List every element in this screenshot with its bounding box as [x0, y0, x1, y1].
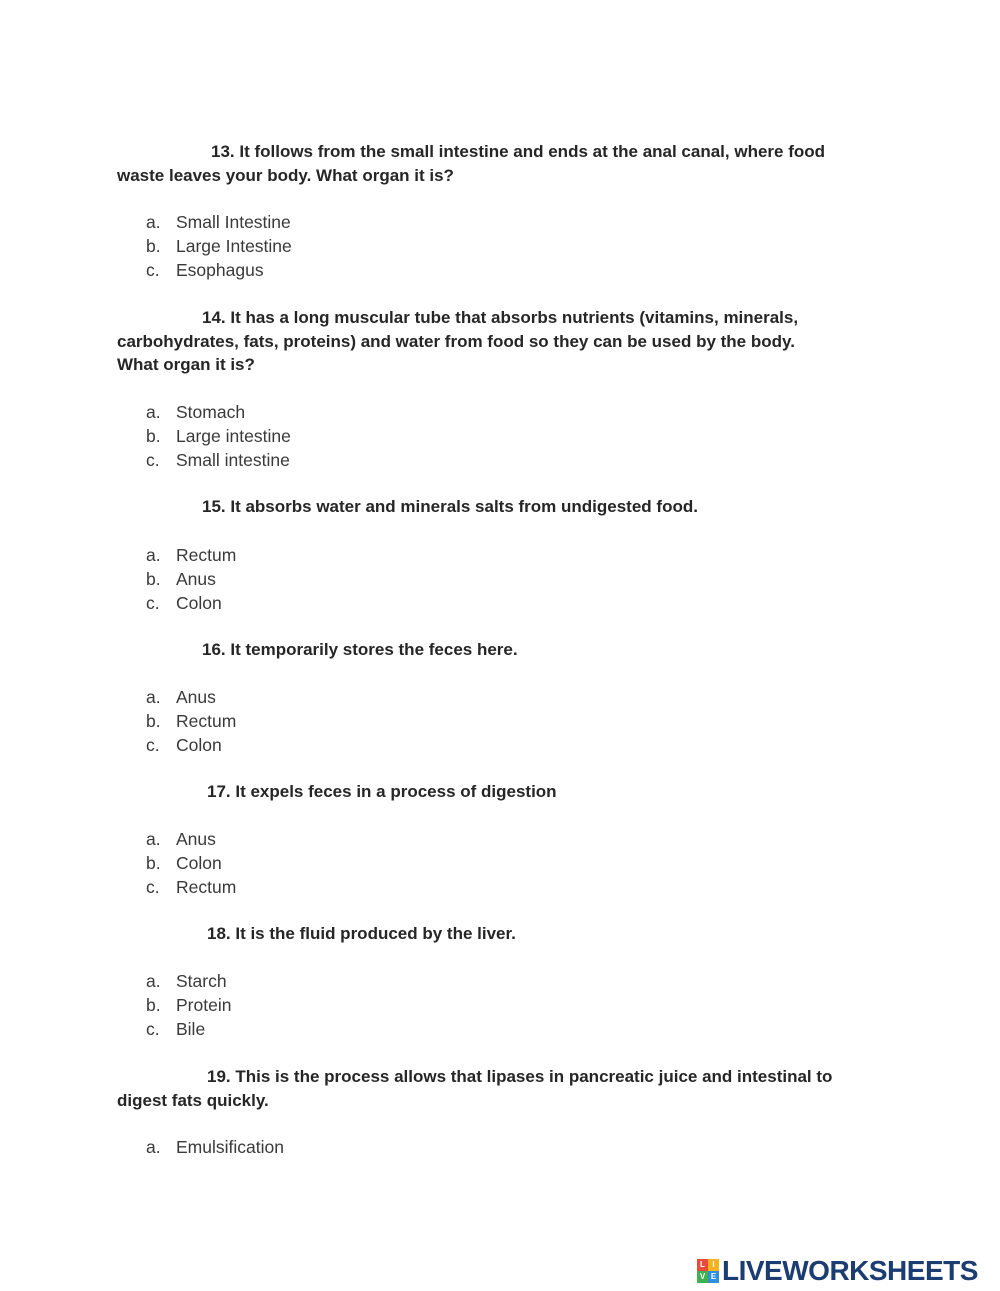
- option-14b[interactable]: [146, 424, 291, 448]
- option-text: Protein: [176, 995, 232, 1016]
- option-text: Bile: [176, 1019, 206, 1040]
- question-19-options: [146, 1135, 284, 1159]
- option-letter: b.: [146, 853, 161, 874]
- option-text: Colon: [176, 593, 222, 614]
- option-letter: a.: [146, 829, 161, 849]
- question-19: [117, 1065, 887, 1112]
- liveworksheets-logo: [697, 1257, 978, 1285]
- question-14-line-2: carbohydrates, fats, proteins) and water from food so they can be used by the body.: [117, 331, 795, 351]
- option-letter: c.: [146, 735, 160, 756]
- option-letter: c.: [146, 593, 160, 614]
- option-letter: a.: [146, 687, 161, 707]
- option-letter: b.: [146, 426, 161, 447]
- option-text: Large Intestine: [176, 236, 292, 257]
- question-14-options: [146, 400, 291, 473]
- option-18b[interactable]: [146, 993, 231, 1017]
- option-13b[interactable]: [146, 234, 292, 258]
- option-text: Esophagus: [176, 260, 264, 281]
- option-letter: b.: [146, 236, 161, 257]
- option-14c[interactable]: [146, 448, 291, 472]
- option-text: Small Intestine: [176, 212, 291, 232]
- option-letter: a.: [146, 212, 161, 232]
- option-text: Anus: [176, 687, 216, 707]
- option-16b[interactable]: [146, 709, 236, 733]
- option-16c[interactable]: [146, 733, 236, 757]
- option-text: Rectum: [176, 877, 237, 898]
- question-16-options: [146, 685, 236, 758]
- question-13-line-2: waste leaves your body. What organ it is?: [117, 165, 454, 185]
- option-letter: a.: [146, 1137, 161, 1157]
- question-14: [117, 306, 887, 377]
- question-15-line-1: 15. It absorbs water and minerals salts from undigested food.: [202, 497, 698, 516]
- option-letter: a.: [146, 402, 161, 422]
- logo-mark-letter: V: [697, 1271, 708, 1283]
- logo-mark-letter: I: [708, 1259, 719, 1271]
- option-text: Anus: [176, 569, 216, 590]
- question-18-options: [146, 969, 231, 1042]
- option-13c[interactable]: [146, 258, 292, 282]
- option-text: Rectum: [176, 545, 237, 565]
- option-18c[interactable]: [146, 1017, 231, 1041]
- option-15b[interactable]: [146, 567, 236, 591]
- option-text: Emulsification: [176, 1137, 284, 1157]
- logo-mark-icon: [697, 1259, 719, 1283]
- question-13-options: [146, 210, 292, 283]
- option-17b[interactable]: [146, 851, 236, 875]
- question-14-line-1: 14. It has a long muscular tube that absorbs nutrients (vitamins, minerals,: [202, 308, 799, 327]
- option-13a[interactable]: [146, 210, 292, 234]
- question-13: [117, 140, 887, 187]
- option-16a[interactable]: [146, 685, 236, 709]
- option-letter: c.: [146, 877, 160, 898]
- question-14-line-3: What organ it is?: [117, 355, 255, 374]
- option-letter: b.: [146, 711, 161, 732]
- option-text: Starch: [176, 971, 227, 991]
- option-text: Large intestine: [176, 426, 291, 447]
- option-text: Small intestine: [176, 450, 290, 471]
- question-17: [117, 780, 887, 804]
- question-15-options: [146, 543, 236, 616]
- question-18-line-1: 18. It is the fluid produced by the liver.: [207, 924, 516, 943]
- option-text: Colon: [176, 735, 222, 756]
- option-19a[interactable]: [146, 1135, 284, 1159]
- logo-mark-letter: E: [708, 1271, 719, 1283]
- question-13-line-1: 13. It follows from the small intestine and ends at the anal canal, where food: [211, 142, 826, 161]
- question-16: [117, 638, 887, 662]
- logo-text: LIVEWORKSHEETS: [722, 1255, 978, 1286]
- option-letter: b.: [146, 569, 161, 590]
- option-15a[interactable]: [146, 543, 236, 567]
- question-17-options: [146, 827, 236, 900]
- option-15c[interactable]: [146, 591, 236, 615]
- option-text: Stomach: [176, 402, 246, 422]
- option-text: Colon: [176, 853, 222, 874]
- option-text: Rectum: [176, 711, 237, 732]
- option-17a[interactable]: [146, 827, 236, 851]
- option-letter: a.: [146, 971, 161, 991]
- option-letter: b.: [146, 995, 161, 1016]
- option-text: Anus: [176, 829, 216, 849]
- logo-mark-letter: L: [697, 1259, 708, 1271]
- question-17-line-1: 17. It expels feces in a process of digestion: [207, 782, 557, 801]
- question-15: [117, 495, 887, 519]
- option-14a[interactable]: [146, 400, 291, 424]
- option-18a[interactable]: [146, 969, 231, 993]
- question-18: [117, 922, 887, 946]
- option-letter: c.: [146, 1019, 160, 1040]
- option-letter: c.: [146, 260, 160, 281]
- option-17c[interactable]: [146, 875, 236, 899]
- question-19-line-1: 19. This is the process allows that lipases in pancreatic juice and intestinal to: [207, 1067, 833, 1086]
- question-19-line-2: digest fats quickly.: [117, 1090, 269, 1110]
- option-letter: c.: [146, 450, 160, 471]
- option-letter: a.: [146, 545, 161, 565]
- question-16-line-1: 16. It temporarily stores the feces here.: [202, 640, 518, 659]
